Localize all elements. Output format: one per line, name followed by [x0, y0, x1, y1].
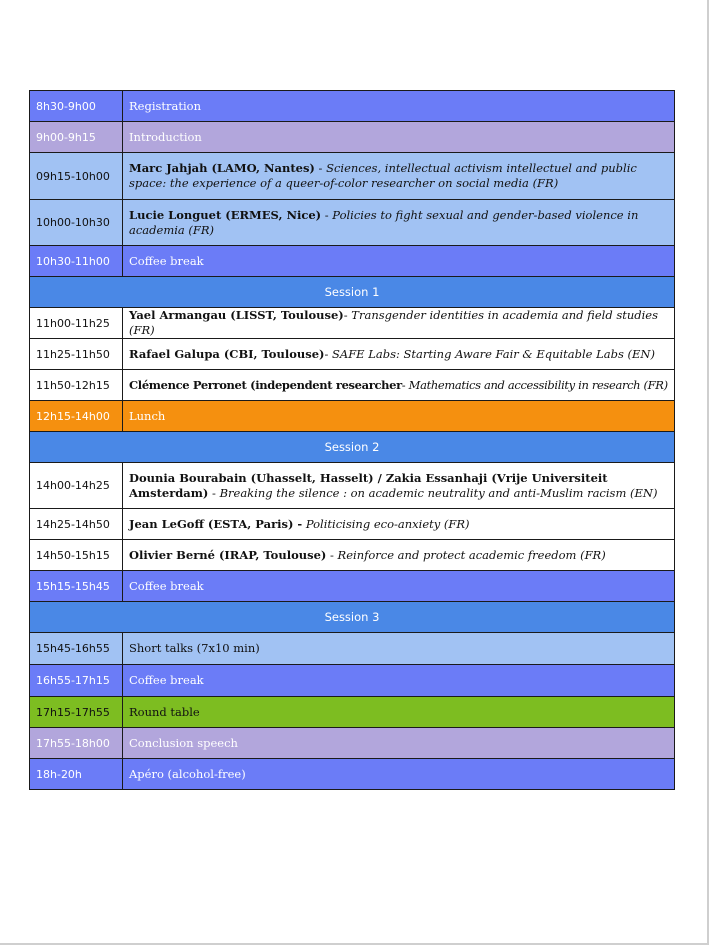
row-session-header	[30, 277, 675, 308]
row-talk	[30, 308, 675, 339]
time-cell: 14h25-14h50	[30, 509, 123, 540]
time-cell: 11h25-11h50	[30, 339, 123, 370]
row-round-table	[30, 697, 675, 728]
separator: -	[401, 377, 409, 392]
speaker-name: Marc Jahjah (LAMO, Nantes)	[129, 161, 315, 175]
speaker-name: Yael Armangau (LISST, Toulouse)	[129, 308, 344, 322]
talk-cell	[123, 540, 675, 571]
time-cell: 16h55-17h15	[30, 665, 123, 697]
separator: -	[326, 547, 338, 562]
row-coffee-break	[30, 571, 675, 602]
time-cell: 8h30-9h00	[30, 91, 123, 122]
activity-cell: Registration	[123, 91, 675, 122]
talk-cell	[123, 308, 675, 339]
speaker-name: Clémence Perronet (independent researcher	[129, 377, 402, 392]
speaker-name: Rafael Galupa (CBI, Toulouse)	[129, 346, 325, 361]
separator: -	[324, 346, 333, 361]
row-introduction	[30, 122, 675, 153]
separator: -	[343, 308, 352, 322]
row-talk	[30, 463, 675, 509]
time-cell: 9h00-9h15	[30, 122, 123, 153]
activity-cell: Lunch	[123, 401, 675, 432]
talk-cell	[123, 370, 675, 401]
talk-title: Politicising eco-anxiety (FR)	[305, 516, 470, 531]
talk-cell	[123, 463, 675, 509]
time-cell: 09h15-10h00	[30, 153, 123, 200]
talk-title: Breaking the silence : on academic neutrality and anti-Muslim racism (EN)	[219, 485, 658, 500]
speaker-name: Olivier Berné (IRAP, Toulouse)	[129, 547, 327, 562]
talk-cell	[123, 509, 675, 540]
row-session-header	[30, 432, 675, 463]
session-title: Session 2	[30, 432, 675, 463]
time-cell: 10h30-11h00	[30, 246, 123, 277]
row-talk	[30, 370, 675, 401]
separator: -	[321, 207, 333, 222]
time-cell: 14h50-15h15	[30, 540, 123, 571]
time-cell: 11h00-11h25	[30, 308, 123, 339]
time-cell: 15h15-15h45	[30, 571, 123, 602]
talk-title: Sciences, intellectual activism intellectuel and public space: the experience of a queer-of-color researcher on social media (FR)	[129, 161, 637, 190]
separator: -	[208, 485, 220, 500]
time-cell: 17h55-18h00	[30, 728, 123, 759]
time-cell: 12h15-14h00	[30, 401, 123, 432]
talk-title: Transgender identities in academia and field studies (FR)	[129, 308, 659, 337]
talk-title: Mathematics and accessibility in research (FR)	[408, 377, 668, 392]
row-talk	[30, 509, 675, 540]
activity-cell: Coffee break	[123, 246, 675, 277]
activity-cell: Apéro (alcohol-free)	[123, 759, 675, 790]
speaker-name: Jean LeGoff (ESTA, Paris) -	[129, 516, 303, 531]
row-coffee-break	[30, 665, 675, 697]
activity-cell: Round table	[123, 697, 675, 728]
time-cell: 17h15-17h55	[30, 697, 123, 728]
row-short-talks	[30, 633, 675, 665]
time-cell: 14h00-14h25	[30, 463, 123, 509]
time-cell: 11h50-12h15	[30, 370, 123, 401]
row-talk	[30, 153, 675, 200]
time-cell: 18h-20h	[30, 759, 123, 790]
talk-title: SAFE Labs: Starting Aware Fair & Equitable Labs (EN)	[332, 346, 655, 361]
row-apero	[30, 759, 675, 790]
row-coffee-break	[30, 246, 675, 277]
row-lunch	[30, 401, 675, 432]
activity-cell: Introduction	[123, 122, 675, 153]
program-schedule-table	[29, 90, 675, 790]
talk-cell	[123, 153, 675, 200]
row-conclusion	[30, 728, 675, 759]
time-cell: 15h45-16h55	[30, 633, 123, 665]
activity-cell: Coffee break	[123, 665, 675, 697]
talk-cell	[123, 339, 675, 370]
activity-cell: Coffee break	[123, 571, 675, 602]
row-registration	[30, 91, 675, 122]
row-session-header	[30, 602, 675, 633]
speaker-name: Dounia Bourabain (Uhasselt, Hasselt) / Zakia Essanhaji (Vrije Universiteit Amsterdam)	[129, 470, 608, 500]
time-cell: 10h00-10h30	[30, 200, 123, 246]
talk-title: Policies to fight sexual and gender-based violence in academia (FR)	[129, 207, 639, 237]
activity-cell: Conclusion speech	[123, 728, 675, 759]
speaker-name: Lucie Longuet (ERMES, Nice)	[129, 207, 322, 222]
session-title: Session 3	[30, 602, 675, 633]
talk-title: Reinforce and protect academic freedom (FR)	[337, 547, 606, 562]
row-talk	[30, 200, 675, 246]
activity-cell: Short talks (7x10 min)	[123, 633, 675, 665]
row-talk	[30, 339, 675, 370]
separator: -	[314, 161, 327, 175]
row-talk	[30, 540, 675, 571]
session-title: Session 1	[30, 277, 675, 308]
talk-cell	[123, 200, 675, 246]
